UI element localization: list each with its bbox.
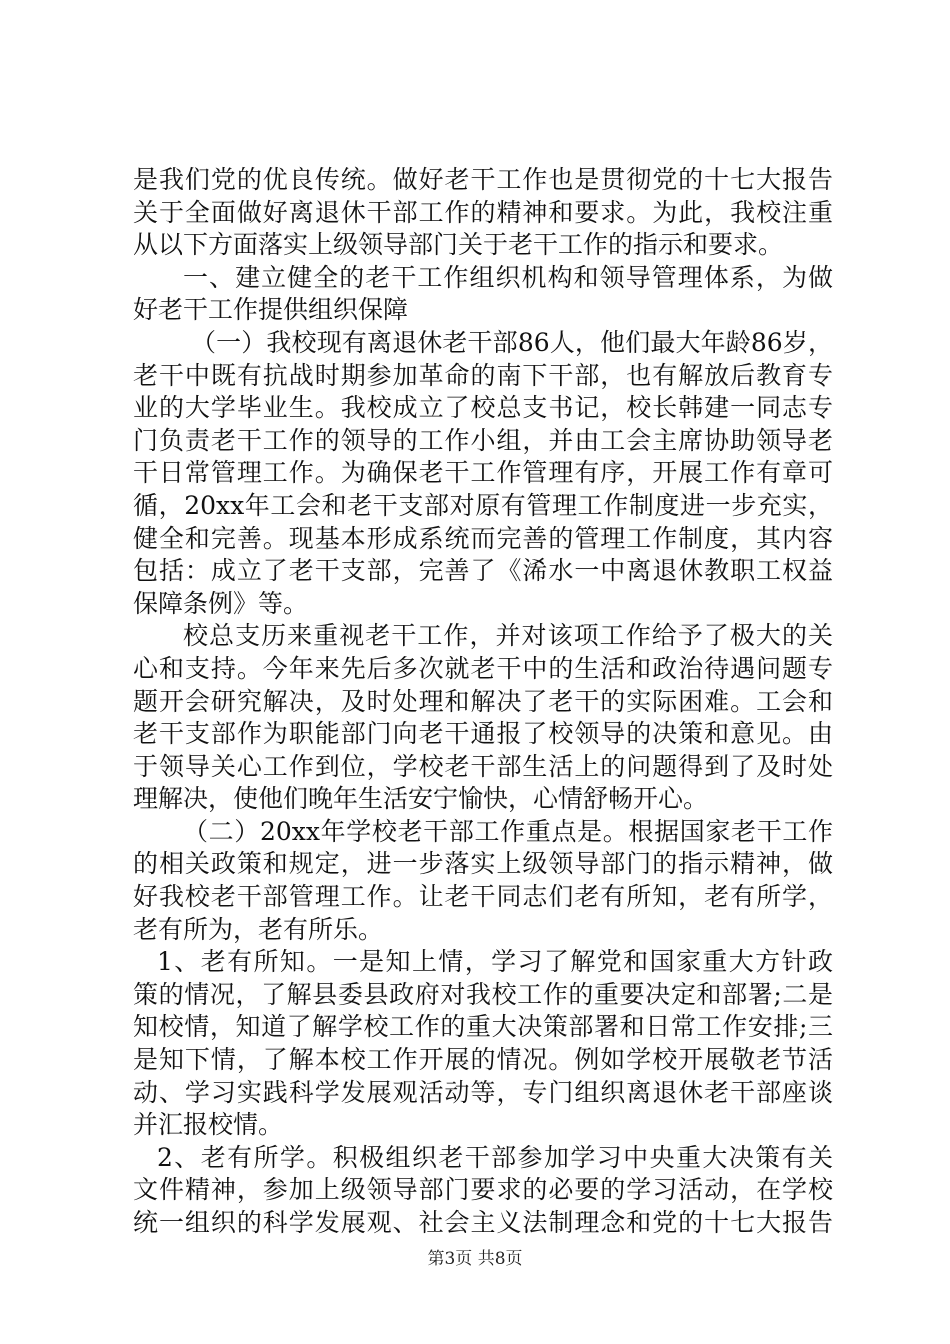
text-line: 保障条例》等。 bbox=[133, 588, 309, 618]
text-line: 老干中既有抗战时期参加革命的南下干部，也有解放后教育专 bbox=[133, 360, 833, 390]
text-line: （二）20xx年学校老干部工作重点是。根据国家老干工作 bbox=[183, 816, 833, 846]
text-line: 好我校老干部管理工作。让老干同志们老有所知，老有所学， bbox=[133, 882, 833, 912]
text-line: 文件精神，参加上级领导部门要求的必要的学习活动，在学校 bbox=[133, 1175, 833, 1205]
text-line: 策的情况，了解县委县政府对我校工作的重要决定和部署;二是 bbox=[133, 979, 833, 1009]
text-line: 题开会研究解决，及时处理和解决了老干的实际困难。工会和 bbox=[133, 686, 833, 716]
text-line: 的相关政策和规定，进一步落实上级领导部门的指示精神，做 bbox=[133, 849, 833, 879]
text-line: （一）我校现有离退休老干部86人，他们最大年龄86岁， bbox=[191, 327, 833, 357]
text-line: 校总支历来重视老干工作，并对该项工作给予了极大的关 bbox=[183, 621, 833, 651]
text-line: 动、学习实践科学发展观活动等，专门组织离退休老干部座谈 bbox=[133, 1077, 833, 1107]
text-line: 健全和完善。现基本形成系统而完善的管理工作制度，其内容 bbox=[133, 523, 833, 553]
text-line: 是我们党的优良传统。做好老干工作也是贯彻党的十七大报告 bbox=[133, 165, 833, 194]
text-line: 包括：成立了老干支部，完善了《浠水一中离退休教职工权益 bbox=[133, 556, 833, 586]
text-line: 知校情，知道了解学校工作的重大决策部署和日常工作安排;三 bbox=[133, 1012, 833, 1042]
text-line: 心和支持。今年来先后多次就老干中的生活和政治待遇问题专 bbox=[133, 653, 833, 683]
text-line: 老干支部作为职能部门向老干通报了校领导的决策和意见。由 bbox=[133, 719, 833, 749]
text-line: 业的大学毕业生。我校成立了校总支书记，校长韩建一同志专 bbox=[133, 393, 833, 423]
text-line: 理解决，使他们晚年生活安宁愉快，心情舒畅开心。 bbox=[133, 784, 709, 814]
text-line: 干日常管理工作。为确保老干工作管理有序，开展工作有章可 bbox=[133, 458, 833, 488]
text-line: 循，20xx年工会和老干支部对原有管理工作制度进一步充实， bbox=[133, 490, 833, 520]
text-line: 门负责老干工作的领导的工作小组，并由工会主席协助领导老 bbox=[133, 425, 833, 455]
text-line: 于领导关心工作到位，学校老干部生活上的问题得到了及时处 bbox=[133, 751, 833, 781]
text-line: 并汇报校情。 bbox=[133, 1110, 284, 1140]
section-heading-line: 好老干工作提供组织保障 bbox=[133, 295, 409, 325]
text-line: 是知下情，了解本校工作开展的情况。例如学校开展敬老节活 bbox=[133, 1045, 833, 1075]
page-number-footer: 第3页 共8页 bbox=[427, 1249, 523, 1269]
text-line: 统一组织的科学发展观、社会主义法制理念和党的十七大报告 bbox=[133, 1208, 833, 1237]
text-line: 老有所为，老有所乐。 bbox=[133, 914, 384, 944]
section-heading-line: 一、建立健全的老干工作组织机构和领导管理体系，为做 bbox=[183, 262, 833, 292]
text-line: 关于全面做好离退休干部工作的精神和要求。为此，我校注重 bbox=[133, 197, 833, 227]
document-body bbox=[133, 164, 833, 1240]
text-line: 2、老有所学。积极组织老干部参加学习中央重大决策有关 bbox=[157, 1142, 833, 1172]
text-line: 从以下方面落实上级领导部门关于老干工作的指示和要求。 bbox=[133, 230, 784, 260]
text-line: 1、老有所知。一是知上情，学习了解党和国家重大方针政 bbox=[157, 947, 833, 977]
